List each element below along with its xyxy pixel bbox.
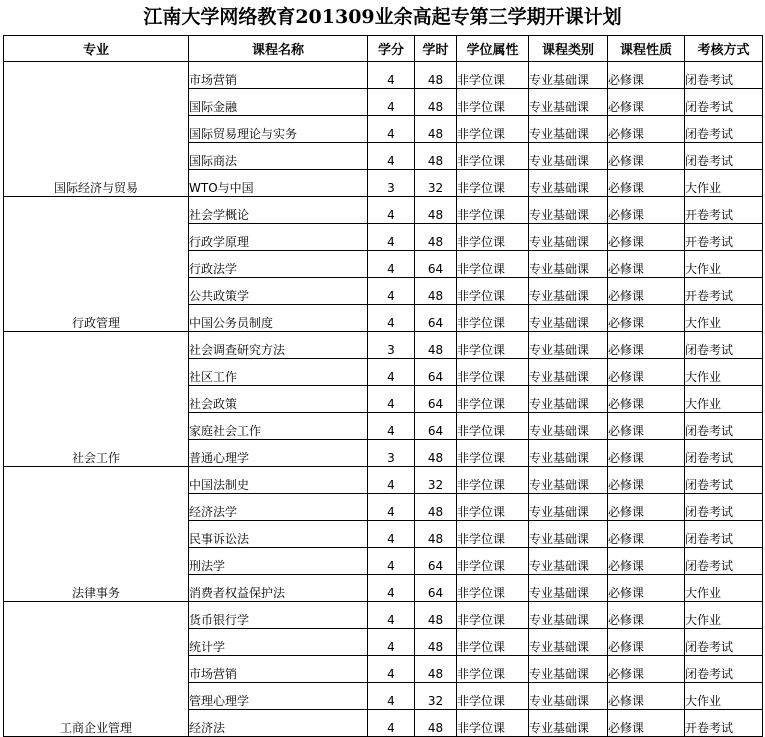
header-course: 课程名称 bbox=[189, 36, 368, 62]
hours-cell: 48 bbox=[415, 143, 457, 170]
degree-attr-cell: 非学位课 bbox=[457, 251, 529, 278]
hours-cell: 64 bbox=[415, 413, 457, 440]
major-cell: 法律事务 bbox=[4, 467, 189, 602]
credit-cell: 3 bbox=[368, 440, 415, 467]
degree-attr-cell: 非学位课 bbox=[457, 440, 529, 467]
header-row bbox=[4, 36, 763, 62]
degree-attr-cell: 非学位课 bbox=[457, 89, 529, 116]
course-name-cell: 消费者权益保护法 bbox=[189, 575, 368, 602]
degree-attr-cell: 非学位课 bbox=[457, 197, 529, 224]
course-nature-cell: 必修课 bbox=[608, 116, 685, 143]
hours-cell: 48 bbox=[415, 521, 457, 548]
course-type-cell: 专业基础课 bbox=[529, 521, 608, 548]
degree-attr-cell: 非学位课 bbox=[457, 359, 529, 386]
course-nature-cell: 必修课 bbox=[608, 494, 685, 521]
course-type-cell: 专业基础课 bbox=[529, 548, 608, 575]
header-hours: 学时 bbox=[415, 36, 457, 62]
header-major: 专业 bbox=[4, 36, 189, 62]
course-name-cell: 社会政策 bbox=[189, 386, 368, 413]
course-type-cell: 专业基础课 bbox=[529, 656, 608, 683]
hours-cell: 48 bbox=[415, 710, 457, 737]
exam-method-cell: 开卷考试 bbox=[685, 224, 763, 251]
exam-method-cell: 闭卷考试 bbox=[685, 89, 763, 116]
course-nature-cell: 必修课 bbox=[608, 332, 685, 359]
degree-attr-cell: 非学位课 bbox=[457, 278, 529, 305]
course-plan-table bbox=[3, 35, 763, 737]
degree-attr-cell: 非学位课 bbox=[457, 332, 529, 359]
exam-method-cell: 闭卷考试 bbox=[685, 656, 763, 683]
course-nature-cell: 必修课 bbox=[608, 386, 685, 413]
course-name-cell: 公共政策学 bbox=[189, 278, 368, 305]
degree-attr-cell: 非学位课 bbox=[457, 575, 529, 602]
course-name-cell: 社区工作 bbox=[189, 359, 368, 386]
exam-method-cell: 闭卷考试 bbox=[685, 629, 763, 656]
course-name-cell: 民事诉讼法 bbox=[189, 521, 368, 548]
hours-cell: 32 bbox=[415, 683, 457, 710]
course-nature-cell: 必修课 bbox=[608, 62, 685, 89]
credit-cell: 4 bbox=[368, 548, 415, 575]
course-type-cell: 专业基础课 bbox=[529, 197, 608, 224]
hours-cell: 64 bbox=[415, 575, 457, 602]
exam-method-cell: 大作业 bbox=[685, 386, 763, 413]
credit-cell: 4 bbox=[368, 413, 415, 440]
credit-cell: 4 bbox=[368, 683, 415, 710]
exam-method-cell: 大作业 bbox=[685, 575, 763, 602]
degree-attr-cell: 非学位课 bbox=[457, 683, 529, 710]
credit-cell: 4 bbox=[368, 494, 415, 521]
exam-method-cell: 大作业 bbox=[685, 602, 763, 629]
course-name-cell: 货币银行学 bbox=[189, 602, 368, 629]
degree-attr-cell: 非学位课 bbox=[457, 467, 529, 494]
hours-cell: 48 bbox=[415, 116, 457, 143]
credit-cell: 4 bbox=[368, 359, 415, 386]
major-cell: 社会工作 bbox=[4, 332, 189, 467]
credit-cell: 4 bbox=[368, 305, 415, 332]
exam-method-cell: 闭卷考试 bbox=[685, 440, 763, 467]
hours-cell: 48 bbox=[415, 440, 457, 467]
course-name-cell: 中国公务员制度 bbox=[189, 305, 368, 332]
page-title: 江南大学网络教育201309业余高起专第三学期开课计划 bbox=[143, 6, 622, 28]
exam-method-cell: 大作业 bbox=[685, 251, 763, 278]
course-nature-cell: 必修课 bbox=[608, 197, 685, 224]
exam-method-cell: 闭卷考试 bbox=[685, 521, 763, 548]
course-nature-cell: 必修课 bbox=[608, 629, 685, 656]
table-row bbox=[4, 332, 763, 359]
course-nature-cell: 必修课 bbox=[608, 602, 685, 629]
course-type-cell: 专业基础课 bbox=[529, 305, 608, 332]
course-nature-cell: 必修课 bbox=[608, 89, 685, 116]
header-type: 课程类别 bbox=[529, 36, 608, 62]
course-nature-cell: 必修课 bbox=[608, 170, 685, 197]
course-name-cell: 普通心理学 bbox=[189, 440, 368, 467]
hours-cell: 48 bbox=[415, 494, 457, 521]
hours-cell: 32 bbox=[415, 170, 457, 197]
course-type-cell: 专业基础课 bbox=[529, 224, 608, 251]
course-name-cell: 家庭社会工作 bbox=[189, 413, 368, 440]
hours-cell: 64 bbox=[415, 386, 457, 413]
exam-method-cell: 大作业 bbox=[685, 305, 763, 332]
course-type-cell: 专业基础课 bbox=[529, 89, 608, 116]
course-name-cell: 市场营销 bbox=[189, 62, 368, 89]
exam-method-cell: 闭卷考试 bbox=[685, 494, 763, 521]
course-nature-cell: 必修课 bbox=[608, 710, 685, 737]
course-nature-cell: 必修课 bbox=[608, 305, 685, 332]
course-nature-cell: 必修课 bbox=[608, 143, 685, 170]
credit-cell: 4 bbox=[368, 386, 415, 413]
course-type-cell: 专业基础课 bbox=[529, 575, 608, 602]
course-nature-cell: 必修课 bbox=[608, 467, 685, 494]
degree-attr-cell: 非学位课 bbox=[457, 224, 529, 251]
header-degree: 学位属性 bbox=[457, 36, 529, 62]
degree-attr-cell: 非学位课 bbox=[457, 143, 529, 170]
major-cell: 工商企业管理 bbox=[4, 602, 189, 737]
course-type-cell: 专业基础课 bbox=[529, 116, 608, 143]
hours-cell: 48 bbox=[415, 656, 457, 683]
course-name-cell: 国际商法 bbox=[189, 143, 368, 170]
hours-cell: 48 bbox=[415, 89, 457, 116]
course-type-cell: 专业基础课 bbox=[529, 683, 608, 710]
exam-method-cell: 闭卷考试 bbox=[685, 143, 763, 170]
course-type-cell: 专业基础课 bbox=[529, 440, 608, 467]
exam-method-cell: 开卷考试 bbox=[685, 710, 763, 737]
course-type-cell: 专业基础课 bbox=[529, 710, 608, 737]
exam-method-cell: 大作业 bbox=[685, 359, 763, 386]
exam-method-cell: 开卷考试 bbox=[685, 197, 763, 224]
course-name-cell: 社会调查研究方法 bbox=[189, 332, 368, 359]
table-row bbox=[4, 467, 763, 494]
table-row bbox=[4, 62, 763, 89]
course-nature-cell: 必修课 bbox=[608, 683, 685, 710]
course-nature-cell: 必修课 bbox=[608, 521, 685, 548]
table-row bbox=[4, 602, 763, 629]
hours-cell: 64 bbox=[415, 251, 457, 278]
exam-method-cell: 闭卷考试 bbox=[685, 413, 763, 440]
degree-attr-cell: 非学位课 bbox=[457, 710, 529, 737]
credit-cell: 4 bbox=[368, 116, 415, 143]
course-name-cell: 经济法学 bbox=[189, 494, 368, 521]
hours-cell: 48 bbox=[415, 278, 457, 305]
hours-cell: 64 bbox=[415, 359, 457, 386]
credit-cell: 4 bbox=[368, 143, 415, 170]
course-type-cell: 专业基础课 bbox=[529, 494, 608, 521]
credit-cell: 4 bbox=[368, 467, 415, 494]
exam-method-cell: 开卷考试 bbox=[685, 278, 763, 305]
degree-attr-cell: 非学位课 bbox=[457, 386, 529, 413]
hours-cell: 48 bbox=[415, 224, 457, 251]
hours-cell: 64 bbox=[415, 548, 457, 575]
course-name-cell: 行政法学 bbox=[189, 251, 368, 278]
course-type-cell: 专业基础课 bbox=[529, 413, 608, 440]
course-nature-cell: 必修课 bbox=[608, 440, 685, 467]
course-name-cell: 中国法制史 bbox=[189, 467, 368, 494]
exam-method-cell: 闭卷考试 bbox=[685, 62, 763, 89]
course-nature-cell: 必修课 bbox=[608, 251, 685, 278]
degree-attr-cell: 非学位课 bbox=[457, 116, 529, 143]
credit-cell: 4 bbox=[368, 89, 415, 116]
exam-method-cell: 闭卷考试 bbox=[685, 116, 763, 143]
course-type-cell: 专业基础课 bbox=[529, 170, 608, 197]
hours-cell: 48 bbox=[415, 62, 457, 89]
degree-attr-cell: 非学位课 bbox=[457, 656, 529, 683]
exam-method-cell: 闭卷考试 bbox=[685, 548, 763, 575]
course-type-cell: 专业基础课 bbox=[529, 602, 608, 629]
course-nature-cell: 必修课 bbox=[608, 413, 685, 440]
course-name-cell: 统计学 bbox=[189, 629, 368, 656]
degree-attr-cell: 非学位课 bbox=[457, 62, 529, 89]
course-name-cell: 管理心理学 bbox=[189, 683, 368, 710]
header-exam: 考核方式 bbox=[685, 36, 763, 62]
exam-method-cell: 大作业 bbox=[685, 170, 763, 197]
course-nature-cell: 必修课 bbox=[608, 359, 685, 386]
credit-cell: 4 bbox=[368, 224, 415, 251]
course-name-cell: 国际贸易理论与实务 bbox=[189, 116, 368, 143]
table-body bbox=[4, 62, 763, 737]
course-type-cell: 专业基础课 bbox=[529, 251, 608, 278]
header-credit: 学分 bbox=[368, 36, 415, 62]
course-nature-cell: 必修课 bbox=[608, 656, 685, 683]
credit-cell: 4 bbox=[368, 62, 415, 89]
hours-cell: 48 bbox=[415, 197, 457, 224]
exam-method-cell: 大作业 bbox=[685, 683, 763, 710]
credit-cell: 4 bbox=[368, 197, 415, 224]
course-type-cell: 专业基础课 bbox=[529, 143, 608, 170]
degree-attr-cell: 非学位课 bbox=[457, 413, 529, 440]
degree-attr-cell: 非学位课 bbox=[457, 548, 529, 575]
course-type-cell: 专业基础课 bbox=[529, 62, 608, 89]
course-name-cell: 行政学原理 bbox=[189, 224, 368, 251]
header-nature: 课程性质 bbox=[608, 36, 685, 62]
hours-cell: 48 bbox=[415, 602, 457, 629]
course-name-cell: 刑法学 bbox=[189, 548, 368, 575]
course-type-cell: 专业基础课 bbox=[529, 386, 608, 413]
course-nature-cell: 必修课 bbox=[608, 548, 685, 575]
hours-cell: 48 bbox=[415, 629, 457, 656]
course-nature-cell: 必修课 bbox=[608, 278, 685, 305]
exam-method-cell: 闭卷考试 bbox=[685, 467, 763, 494]
course-name-cell: 市场营销 bbox=[189, 656, 368, 683]
credit-cell: 4 bbox=[368, 629, 415, 656]
hours-cell: 48 bbox=[415, 332, 457, 359]
course-name-cell: WTO与中国 bbox=[189, 170, 368, 197]
course-nature-cell: 必修课 bbox=[608, 575, 685, 602]
credit-cell: 4 bbox=[368, 602, 415, 629]
credit-cell: 4 bbox=[368, 521, 415, 548]
major-cell: 行政管理 bbox=[4, 197, 189, 332]
credit-cell: 4 bbox=[368, 575, 415, 602]
credit-cell: 3 bbox=[368, 332, 415, 359]
credit-cell: 4 bbox=[368, 251, 415, 278]
course-type-cell: 专业基础课 bbox=[529, 467, 608, 494]
credit-cell: 4 bbox=[368, 278, 415, 305]
course-name-cell: 国际金融 bbox=[189, 89, 368, 116]
hours-cell: 32 bbox=[415, 467, 457, 494]
course-nature-cell: 必修课 bbox=[608, 224, 685, 251]
credit-cell: 4 bbox=[368, 656, 415, 683]
degree-attr-cell: 非学位课 bbox=[457, 305, 529, 332]
course-name-cell: 社会学概论 bbox=[189, 197, 368, 224]
credit-cell: 4 bbox=[368, 710, 415, 737]
course-type-cell: 专业基础课 bbox=[529, 359, 608, 386]
major-cell: 国际经济与贸易 bbox=[4, 62, 189, 197]
table-row bbox=[4, 197, 763, 224]
degree-attr-cell: 非学位课 bbox=[457, 521, 529, 548]
course-type-cell: 专业基础课 bbox=[529, 278, 608, 305]
hours-cell: 64 bbox=[415, 305, 457, 332]
course-name-cell: 经济法 bbox=[189, 710, 368, 737]
course-type-cell: 专业基础课 bbox=[529, 332, 608, 359]
credit-cell: 3 bbox=[368, 170, 415, 197]
degree-attr-cell: 非学位课 bbox=[457, 494, 529, 521]
degree-attr-cell: 非学位课 bbox=[457, 602, 529, 629]
course-type-cell: 专业基础课 bbox=[529, 629, 608, 656]
degree-attr-cell: 非学位课 bbox=[457, 170, 529, 197]
degree-attr-cell: 非学位课 bbox=[457, 629, 529, 656]
exam-method-cell: 闭卷考试 bbox=[685, 332, 763, 359]
